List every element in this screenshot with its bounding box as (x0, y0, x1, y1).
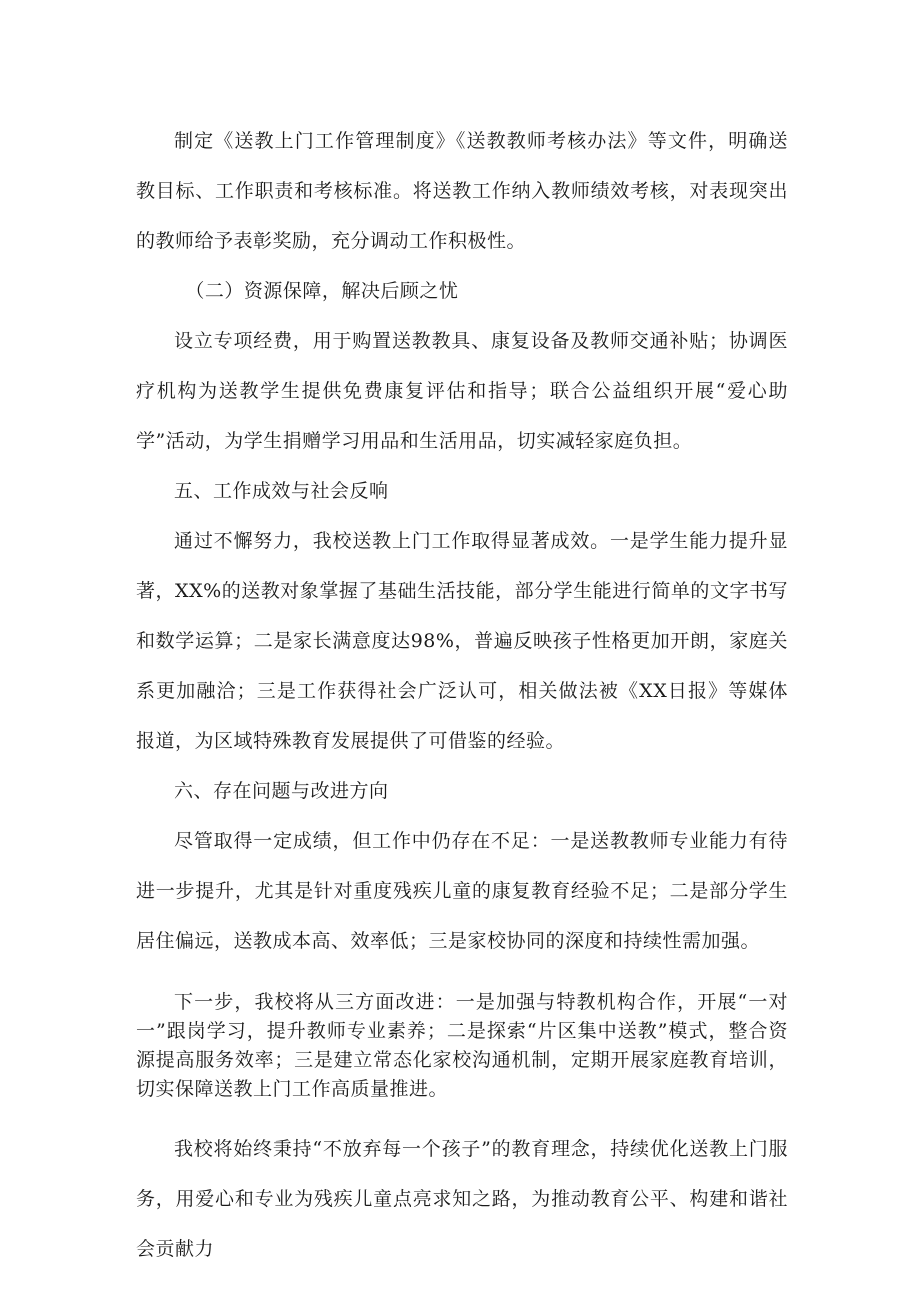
paragraph-shortcomings: 尽管取得一定成绩，但工作中仍存在不足：一是送教教师专业能力有待进一步提升，尤其是针对重度残疾儿童的康复教育经验不足；二是部分学生居住偏远，送教成本高、效率低；三是家校协同的深度和持续性需加强。 (136, 830, 788, 952)
heading-problems-and-improvements: 六、存在问题与改进方向 (174, 780, 389, 802)
heading-resource-guarantee: （二）资源保障，解决后顾之忧 (185, 280, 459, 302)
paragraph-special-funds: 设立专项经费，用于购置送教教具、康复设备及教师交通补贴；协调医疗机构为送教学生提供免费康复评估和指导；联合公益组织开展“爱心助学”活动，为学生捐赠学习用品和生活用品，切实减轻家庭负担。 (136, 330, 788, 452)
paragraph-conclusion: 我校将始终秉持“不放弃每一个孩子”的教育理念，持续优化送教上门服务，用爱心和专业为残疾儿童点亮求知之路，为推动教育公平、构建和谐社会贡献力 (136, 1138, 788, 1260)
paragraph-policy-documents: 制定《送教上门工作管理制度》《送教教师考核办法》等文件，明确送教目标、工作职责和考核标准。将送教工作纳入教师绩效考核，对表现突出的教师给予表彰奖励，充分调动工作积极性。 (136, 130, 788, 252)
heading-results-and-response: 五、工作成效与社会反响 (174, 480, 389, 502)
paragraph-achievements: 通过不懈努力，我校送教上门工作取得显著成效。一是学生能力提升显著，XX%的送教对象掌握了基础生活技能，部分学生能进行简单的文字书写和数学运算；二是家长满意度达98%，普遍反映孩子性格更加开朗，家庭关系更加融洽；三是工作获得社会广泛认可，相关做法被《XX日报》等媒体报道，为区域特殊教育发展提供了可借鉴的经验。 (136, 530, 788, 752)
paragraph-next-steps: 下一步，我校将从三方面改进：一是加强与特教机构合作，开展“一对一”跟岗学习，提升教师专业素养；二是探索“片区集中送教”模式，整合资源提高服务效率；三是建立常态化家校沟通机制，定期开展家庭教育培训，切实保障送教上门工作高质量推进。 (136, 991, 788, 1100)
